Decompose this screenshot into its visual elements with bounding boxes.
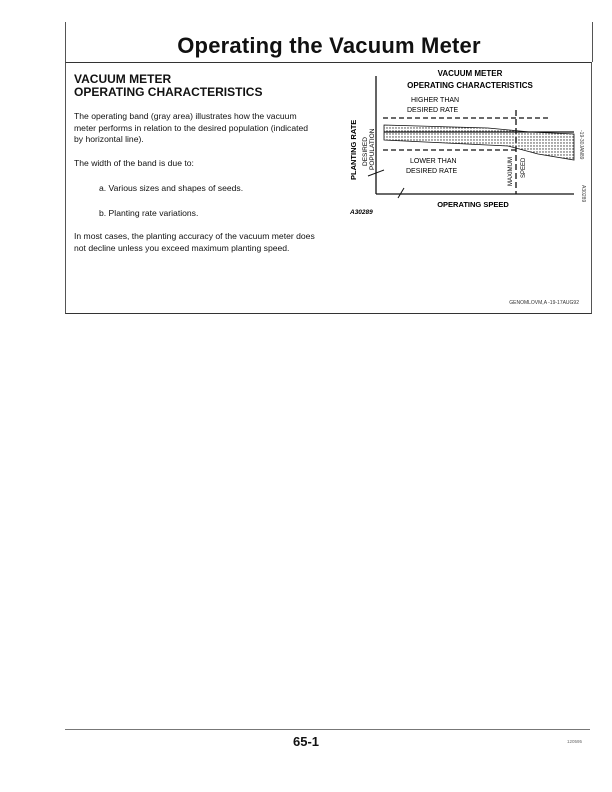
- title-frame: [65, 22, 593, 62]
- section-heading-line2: OPERATING CHARACTERISTICS: [74, 85, 263, 99]
- speed-label: SPEED: [521, 157, 527, 178]
- page-number: 65-1: [292, 734, 320, 749]
- maximum-label: MAXIMUM: [508, 157, 514, 186]
- section-heading-line1: VACUUM METER: [74, 72, 172, 86]
- x-axis-label: OPERATING SPEED: [437, 200, 509, 209]
- lower-than-label: LOWER THAN: [410, 158, 457, 165]
- figure-title-line1: VACUUM METER: [437, 70, 503, 78]
- figure-diagram: [338, 70, 588, 220]
- paragraph-operating-band: The operating band (gray area) illustrates how the vacuum meter performs in relation to the desired population (indicated by horizontal line).: [74, 111, 309, 144]
- figure-side-code-inner: -19-30JAN89: [578, 130, 584, 160]
- document-code: 120595: [566, 739, 582, 744]
- reference-code: GENOMLOVM,A -19-17AUG92: [509, 300, 579, 306]
- list-item-rate-variations: b. Planting rate variations.: [99, 208, 199, 218]
- footer-rule: [65, 729, 590, 730]
- list-item-seeds: a. Various sizes and shapes of seeds.: [99, 183, 244, 193]
- paragraph-band-width: The width of the band is due to:: [74, 158, 194, 168]
- operating-band: [384, 125, 574, 160]
- desired-label: DESIRED: [362, 137, 369, 166]
- figure-title-line2: OPERATING CHARACTERISTICS: [407, 81, 533, 90]
- higher-than-label: HIGHER THAN: [411, 97, 460, 104]
- figure-id: A30289: [350, 209, 373, 216]
- page-title: Operating the Vacuum Meter: [177, 33, 481, 58]
- population-label: POPULATION: [369, 128, 376, 170]
- desired-rate-lower-label: DESIRED RATE: [406, 168, 458, 175]
- x-axis-break: [398, 188, 404, 198]
- operating-characteristics-figure: [338, 70, 588, 220]
- paragraph-planting-accuracy: In most cases, the planting accuracy of the vacuum meter does not decline unless you exceed maximum planting speed.: [74, 231, 315, 253]
- figure-side-code-right: A30289: [580, 185, 586, 203]
- section-heading: [74, 73, 262, 99]
- y-axis-label: PLANTING RATE: [349, 119, 358, 180]
- desired-rate-upper-label: DESIRED RATE: [407, 107, 459, 114]
